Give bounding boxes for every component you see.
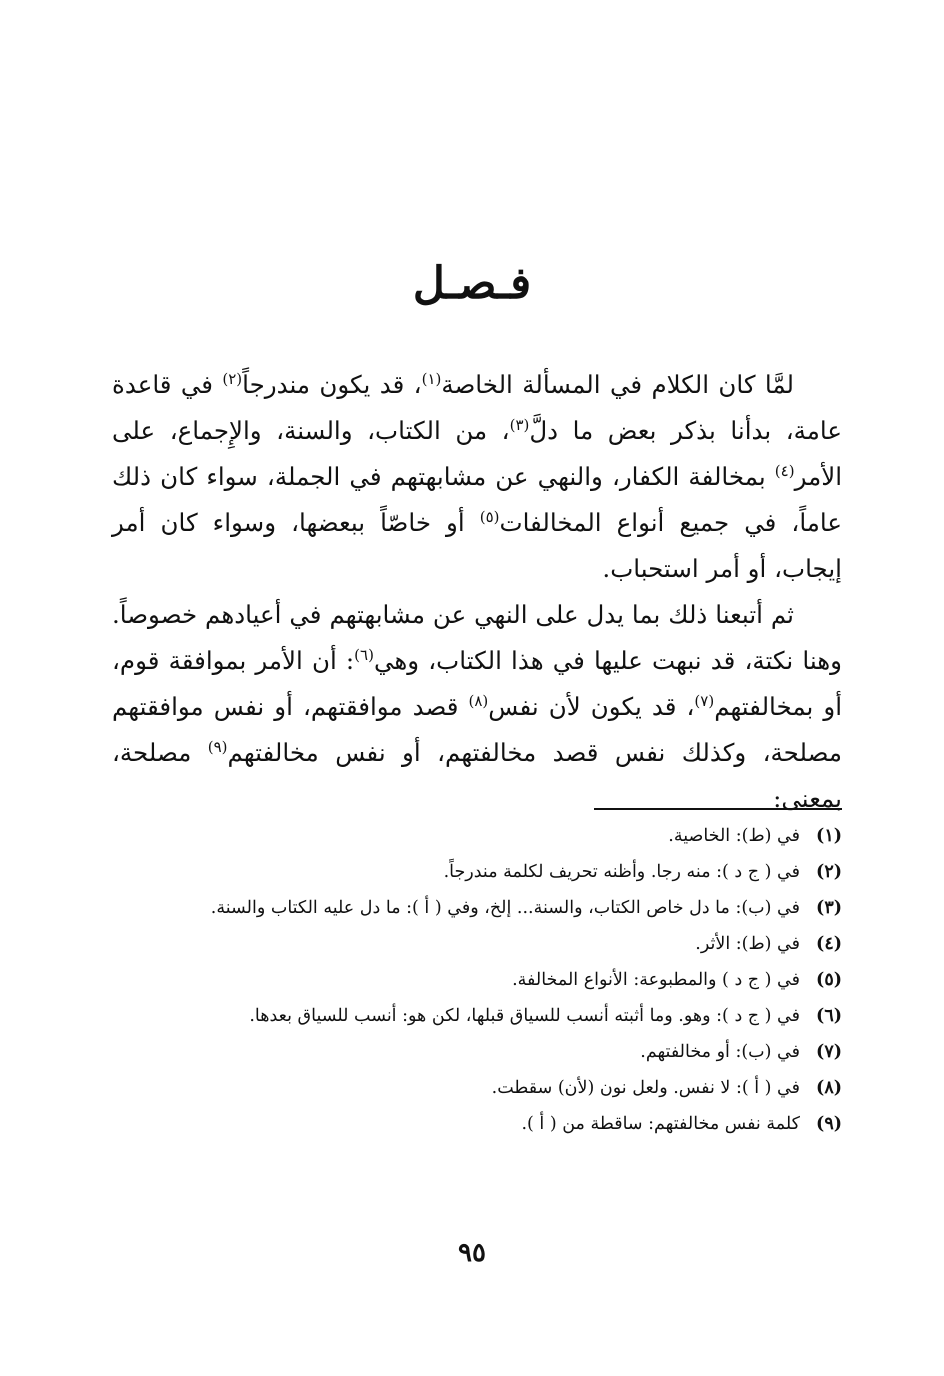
text-run: ، من الكتاب، والسنة، والإِجماع، على الأمر — [112, 416, 842, 491]
footnote-item — [112, 1106, 842, 1142]
text-run: ، قد يكون لأن نفس — [488, 692, 695, 721]
text-run: قصد موافقتهم، أو نفس موافقتهم مصلحة، وكذلك نفس قصد مخالفتهم، أو نفس مخالفتهم — [112, 692, 842, 767]
text-run: في قاعدة عامة، بدأنا بذكر بعض ما دلَّ — [112, 370, 842, 445]
footnote-text: في (ب): أو مخالفتهم. — [640, 1042, 800, 1062]
text-run: ، قد يكون مندرجاً — [242, 370, 422, 399]
footnote-text: في ( ج د ) والمطبوعة: الأنواع المخالفة. — [512, 970, 800, 990]
footnote-text: في (ب): ما دل خاص الكتاب، والسنة... إلخ، وفي ( أ ): ما دل عليه الكتاب والسنة. — [210, 898, 800, 918]
footnote-number: (١) — [816, 826, 842, 846]
text-run: ثم أتبعنا ذلك بما يدل على النهي عن مشابهتهم في أعيادهم خصوصاً. وهنا نكتة، قد نبهت عليها في هذا الكتاب، وهي — [112, 600, 842, 675]
footnote-item — [112, 926, 842, 962]
footnote-marker: (٧) — [694, 692, 715, 710]
footnote-text: في (ط): الأثر. — [695, 934, 800, 954]
footnote-number: (٩) — [816, 1114, 842, 1134]
footnote-item — [112, 818, 842, 854]
footnote-divider — [594, 808, 842, 810]
footnote-item — [112, 1070, 842, 1106]
paragraph-1 — [112, 362, 842, 592]
footnote-marker: (١) — [421, 370, 442, 388]
text-run: : أن الأمر بموافقة قوم، أو بمخالفتهم — [112, 646, 842, 721]
footnote-number: (٥) — [816, 970, 842, 990]
footnote-marker: (٢) — [222, 370, 243, 388]
footnote-text: في (ط): الخاصية. — [668, 826, 800, 846]
footnote-item — [112, 1034, 842, 1070]
text-run: أو خاصّاً ببعضها، وسواء كان أمر إيجاب، أو أمر استحباب. — [112, 508, 842, 583]
footnote-text: في ( ج د ): وهو. وما أثبته أنسب للسياق قبلها، لكن هو: أنسب للسياق بعدها. — [249, 1006, 800, 1026]
footnote-marker: (٨) — [468, 692, 489, 710]
text-run: بمخالفة الكفار، والنهي عن مشابهتهم في الجملة، سواء كان ذلك عاماً، في جميع أنواع المخالفات — [112, 462, 842, 537]
footnote-number: (٨) — [816, 1078, 842, 1098]
footnote-number: (٣) — [816, 898, 842, 918]
text-run: مصلحة، بمعنى: — [112, 738, 842, 813]
footnote-text: كلمة نفس مخالفتهم: ساقطة من ( أ ). — [521, 1114, 800, 1134]
footnote-number: (٧) — [816, 1042, 842, 1062]
footnote-marker: (٩) — [207, 738, 228, 756]
footnote-item — [112, 962, 842, 998]
footnote-text: في ( أ ): لا نفس. ولعل نون (لأن) سقطت. — [491, 1078, 800, 1098]
footnote-marker: (٥) — [479, 508, 500, 526]
footnote-marker: (٦) — [354, 646, 374, 664]
paragraph-2 — [112, 592, 842, 822]
footnote-text: في ( ج د ): منه رجا. وأظنه تحريف لكلمة مندرجاً. — [443, 862, 800, 882]
footnote-marker: (٤) — [774, 462, 795, 480]
page-number: ٩٥ — [458, 1238, 486, 1268]
footnote-item — [112, 854, 842, 890]
text-run: لمَّا كان الكلام في المسألة الخاصة — [441, 370, 794, 399]
footnote-marker: (٣) — [509, 416, 530, 434]
footnote-number: (٦) — [816, 1006, 842, 1026]
footnote-item — [112, 998, 842, 1034]
section-heading: فـصـل — [412, 258, 532, 309]
main-text — [112, 362, 842, 822]
footnote-number: (٤) — [816, 934, 842, 954]
footnotes — [112, 818, 842, 1142]
footnote-number: (٢) — [816, 862, 842, 882]
footnote-item — [112, 890, 842, 926]
